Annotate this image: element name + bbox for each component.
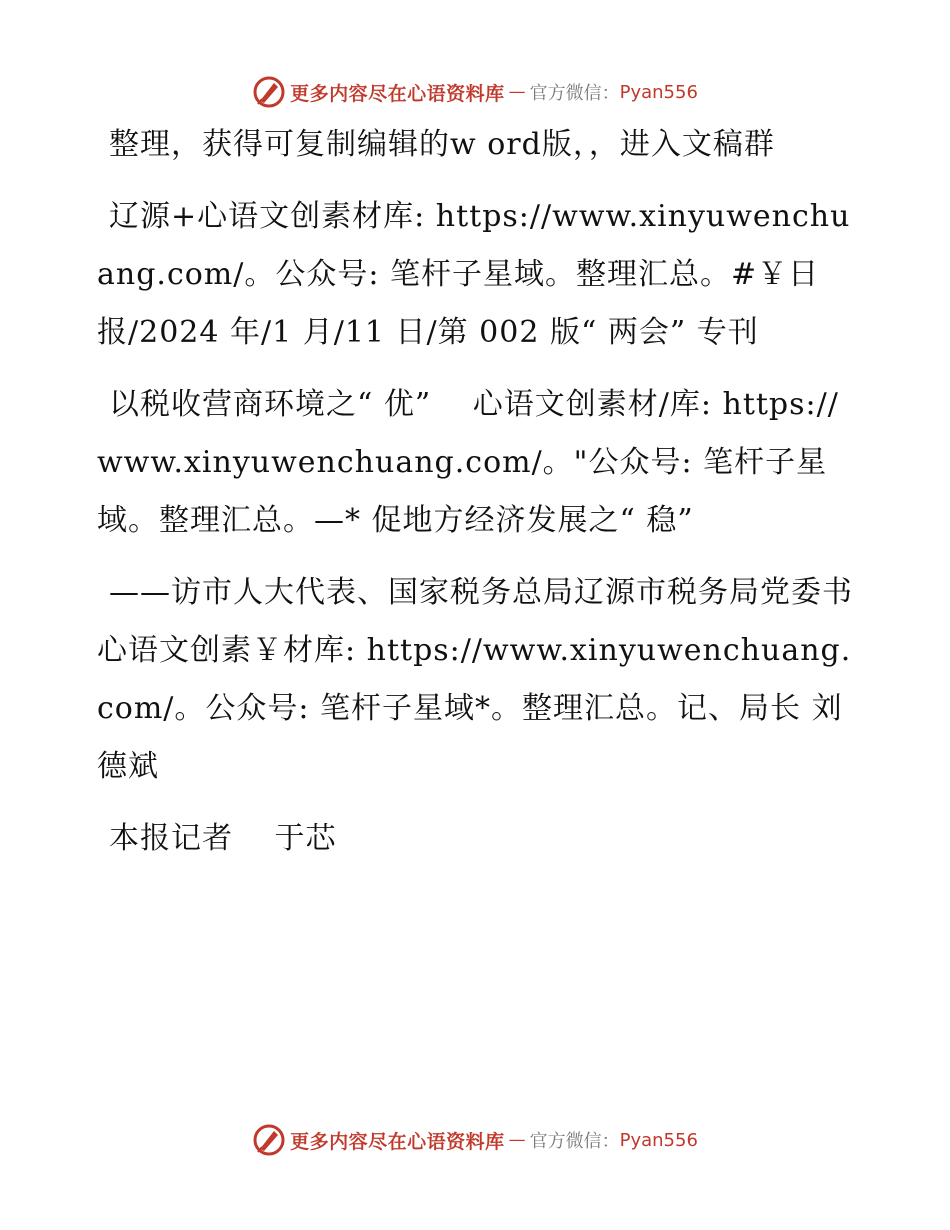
watermark-main-text: 更多内容尽在心语资料库 <box>290 82 505 105</box>
paragraph-3: 以税收营商环境之“ 优” 心语文创素材/库: https://www.xinyuwenchuang.com/。"公众号: 笔杆子星域。整理汇总。—* 促地方经济发展之“ 稳” <box>97 387 839 538</box>
document-body <box>97 116 857 882</box>
paragraph-4: ——访市人大代表、国家税务总局辽源市税务局党委书心语文创素￥材库: https://www.xinyuwenchuang.com/。公众号: 笔杆子星域*。整理汇总。记、局长 刘德斌 <box>97 575 853 784</box>
watermark-dash: — <box>508 82 526 102</box>
quill-logo-icon <box>252 75 286 109</box>
paragraph-2: 辽源+心语文创素材库: https://www.xinyuwenchuang.com/。公众号: 笔杆子星域。整理汇总。#￥日报/2024 年/1 月/11 日/第 002 版“ 两会” 专刊 <box>97 199 851 350</box>
watermark-wechat-id: Pyan556 <box>619 1129 698 1151</box>
paragraph-5: 本报记者 于芯 <box>109 821 337 856</box>
paragraph-1: 整理，获得可复制编辑的w ord版，，进入文稿群 <box>109 127 775 162</box>
header-watermark <box>0 70 950 114</box>
watermark-main-text: 更多内容尽在心语资料库 <box>290 1130 505 1153</box>
watermark-wechat-id: Pyan556 <box>619 81 698 103</box>
watermark-label: 官方微信： <box>529 1131 620 1152</box>
footer-watermark <box>0 1118 950 1162</box>
watermark-label: 官方微信： <box>529 83 620 104</box>
watermark-dash: — <box>508 1130 526 1150</box>
quill-logo-icon <box>252 1123 286 1157</box>
